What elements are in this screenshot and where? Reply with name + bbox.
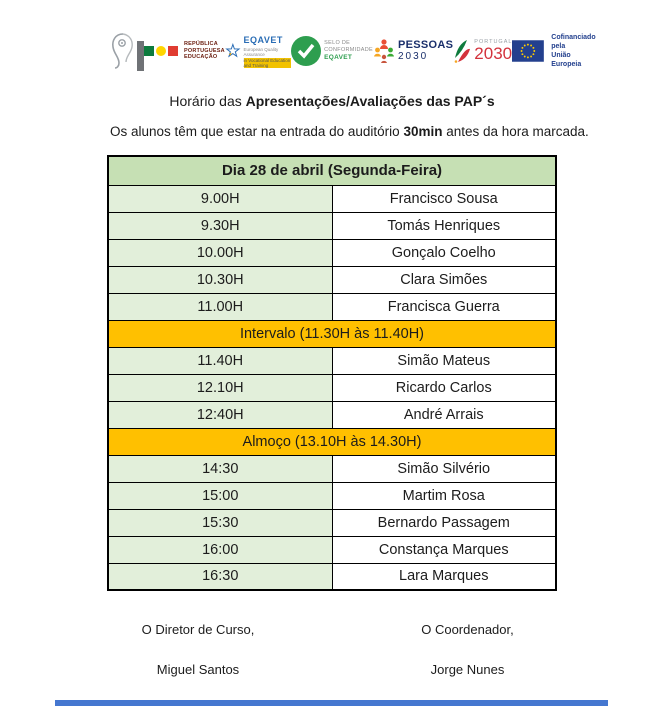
student-cell: Gonçalo Coelho <box>332 239 556 266</box>
flag-yellow-circle <box>156 46 166 56</box>
selo-check-icon <box>291 36 321 66</box>
republica-text <box>184 41 225 61</box>
title-prefix: Horário das <box>169 93 246 109</box>
time-cell: 10.00H <box>108 239 332 266</box>
eu-flag-icon <box>512 38 544 64</box>
signature-director-role: O Diretor de Curso, <box>141 622 255 637</box>
notice-suffix: antes da hora marcada. <box>442 124 589 139</box>
student-cell: Martim Rosa <box>332 482 556 509</box>
eu-line2: União Europeia <box>551 52 582 69</box>
republica-flag-squares <box>144 46 178 56</box>
table-row <box>108 347 556 374</box>
notice-bold: 30min <box>403 124 443 139</box>
student-cell: Simão Mateus <box>332 347 556 374</box>
time-cell: 16:00 <box>108 536 332 563</box>
time-cell: 10.30H <box>108 266 332 293</box>
signature-coordinator <box>385 622 550 677</box>
signature-director-name: Miguel Santos <box>156 662 240 677</box>
time-cell: 16:30 <box>108 563 332 590</box>
portugal-year: 2030 <box>474 44 513 64</box>
table-header-day: Dia 28 de abril (Segunda-Feira) <box>108 156 556 185</box>
flag-green-square <box>144 46 154 56</box>
table-row <box>108 401 556 428</box>
time-cell: 11.00H <box>108 293 332 320</box>
table-row <box>108 536 556 563</box>
eu-text <box>551 33 602 69</box>
student-cell: Francisca Guerra <box>332 293 556 320</box>
table-row <box>108 185 556 212</box>
pessoas-2030-logo <box>373 38 453 64</box>
flag-red-square <box>168 46 178 56</box>
table-row <box>108 266 556 293</box>
time-cell: 9.00H <box>108 185 332 212</box>
break-label: Almoço (13.10H às 14.30H) <box>108 428 556 455</box>
republica-line3: EDUCAÇÃO <box>184 54 218 61</box>
school-crest-banner <box>137 41 144 71</box>
eqavet-text <box>244 35 292 68</box>
break-row <box>108 428 556 455</box>
pessoas-icon <box>373 38 395 64</box>
table-row <box>108 482 556 509</box>
selo-line1: SELO DE <box>324 40 351 47</box>
time-cell: 9.30H <box>108 212 332 239</box>
student-cell: Bernardo Passagem <box>332 509 556 536</box>
table-row <box>108 509 556 536</box>
title-bold: Apresentações/Avaliações das PAP´s <box>245 93 495 109</box>
portugal-2030-text <box>474 40 512 63</box>
break-label: Intervalo (11.30H às 11.40H) <box>108 320 556 347</box>
republica-line2: PORTUGUESA <box>184 47 225 54</box>
portugal-2030-icon <box>453 38 471 64</box>
time-cell: 15:00 <box>108 482 332 509</box>
signature-director <box>108 622 288 677</box>
student-cell: Tomás Henriques <box>332 212 556 239</box>
eqavet-star-icon <box>225 39 241 63</box>
selo-conformidade-logo <box>291 36 373 66</box>
signature-coordinator-role: O Coordenador, <box>421 622 514 637</box>
eqavet-subline1: European Quality Assurance <box>243 46 279 57</box>
table-row <box>108 239 556 266</box>
selo-brand: EQAVET <box>324 53 353 61</box>
table-row <box>108 374 556 401</box>
selo-line2: CONFORMIDADE <box>324 46 373 53</box>
table-row <box>108 293 556 320</box>
time-cell: 12.10H <box>108 374 332 401</box>
selo-text <box>324 40 373 62</box>
footer-rule <box>55 700 608 706</box>
student-cell: André Arrais <box>332 401 556 428</box>
eqavet-wordmark: EQAVET <box>243 34 283 45</box>
republica-line1: REPÚBLICA <box>184 41 218 48</box>
logo-strip <box>110 27 596 75</box>
eqavet-subline2: in Vocational Education and Training <box>243 57 291 68</box>
table-row <box>108 212 556 239</box>
eqavet-logo <box>225 35 291 68</box>
time-cell: 11.40H <box>108 347 332 374</box>
eu-cofinanciado-logo <box>512 33 601 69</box>
table-header-row <box>108 156 556 185</box>
portugal-wordmark: PORTUGAL <box>474 38 513 45</box>
break-row <box>108 320 556 347</box>
student-cell: Lara Marques <box>332 563 556 590</box>
time-cell: 12:40H <box>108 401 332 428</box>
table-row <box>108 455 556 482</box>
table-row <box>108 563 556 590</box>
notice-prefix: Os alunos têm que estar na entrada do auditório <box>110 124 404 139</box>
portugal-2030-logo <box>453 38 512 64</box>
republica-portuguesa-logo <box>144 41 225 61</box>
pessoas-text <box>398 40 453 62</box>
signature-coordinator-name: Jorge Nunes <box>430 662 505 677</box>
school-crest-logo <box>110 31 144 71</box>
time-cell: 15:30 <box>108 509 332 536</box>
student-cell: Simão Silvério <box>332 455 556 482</box>
eu-line1: Cofinanciado pela <box>551 33 596 50</box>
school-crest-icon <box>110 31 136 71</box>
document-title <box>0 93 664 109</box>
schedule-table <box>107 155 557 591</box>
pessoas-year: 2030 <box>397 51 429 62</box>
student-cell: Francisco Sousa <box>332 185 556 212</box>
student-cell: Ricardo Carlos <box>332 374 556 401</box>
student-cell: Constança Marques <box>332 536 556 563</box>
student-cell: Clara Simões <box>332 266 556 293</box>
time-cell: 14:30 <box>108 455 332 482</box>
pessoas-wordmark: PESSOAS <box>397 39 454 51</box>
notice-text <box>110 124 589 139</box>
